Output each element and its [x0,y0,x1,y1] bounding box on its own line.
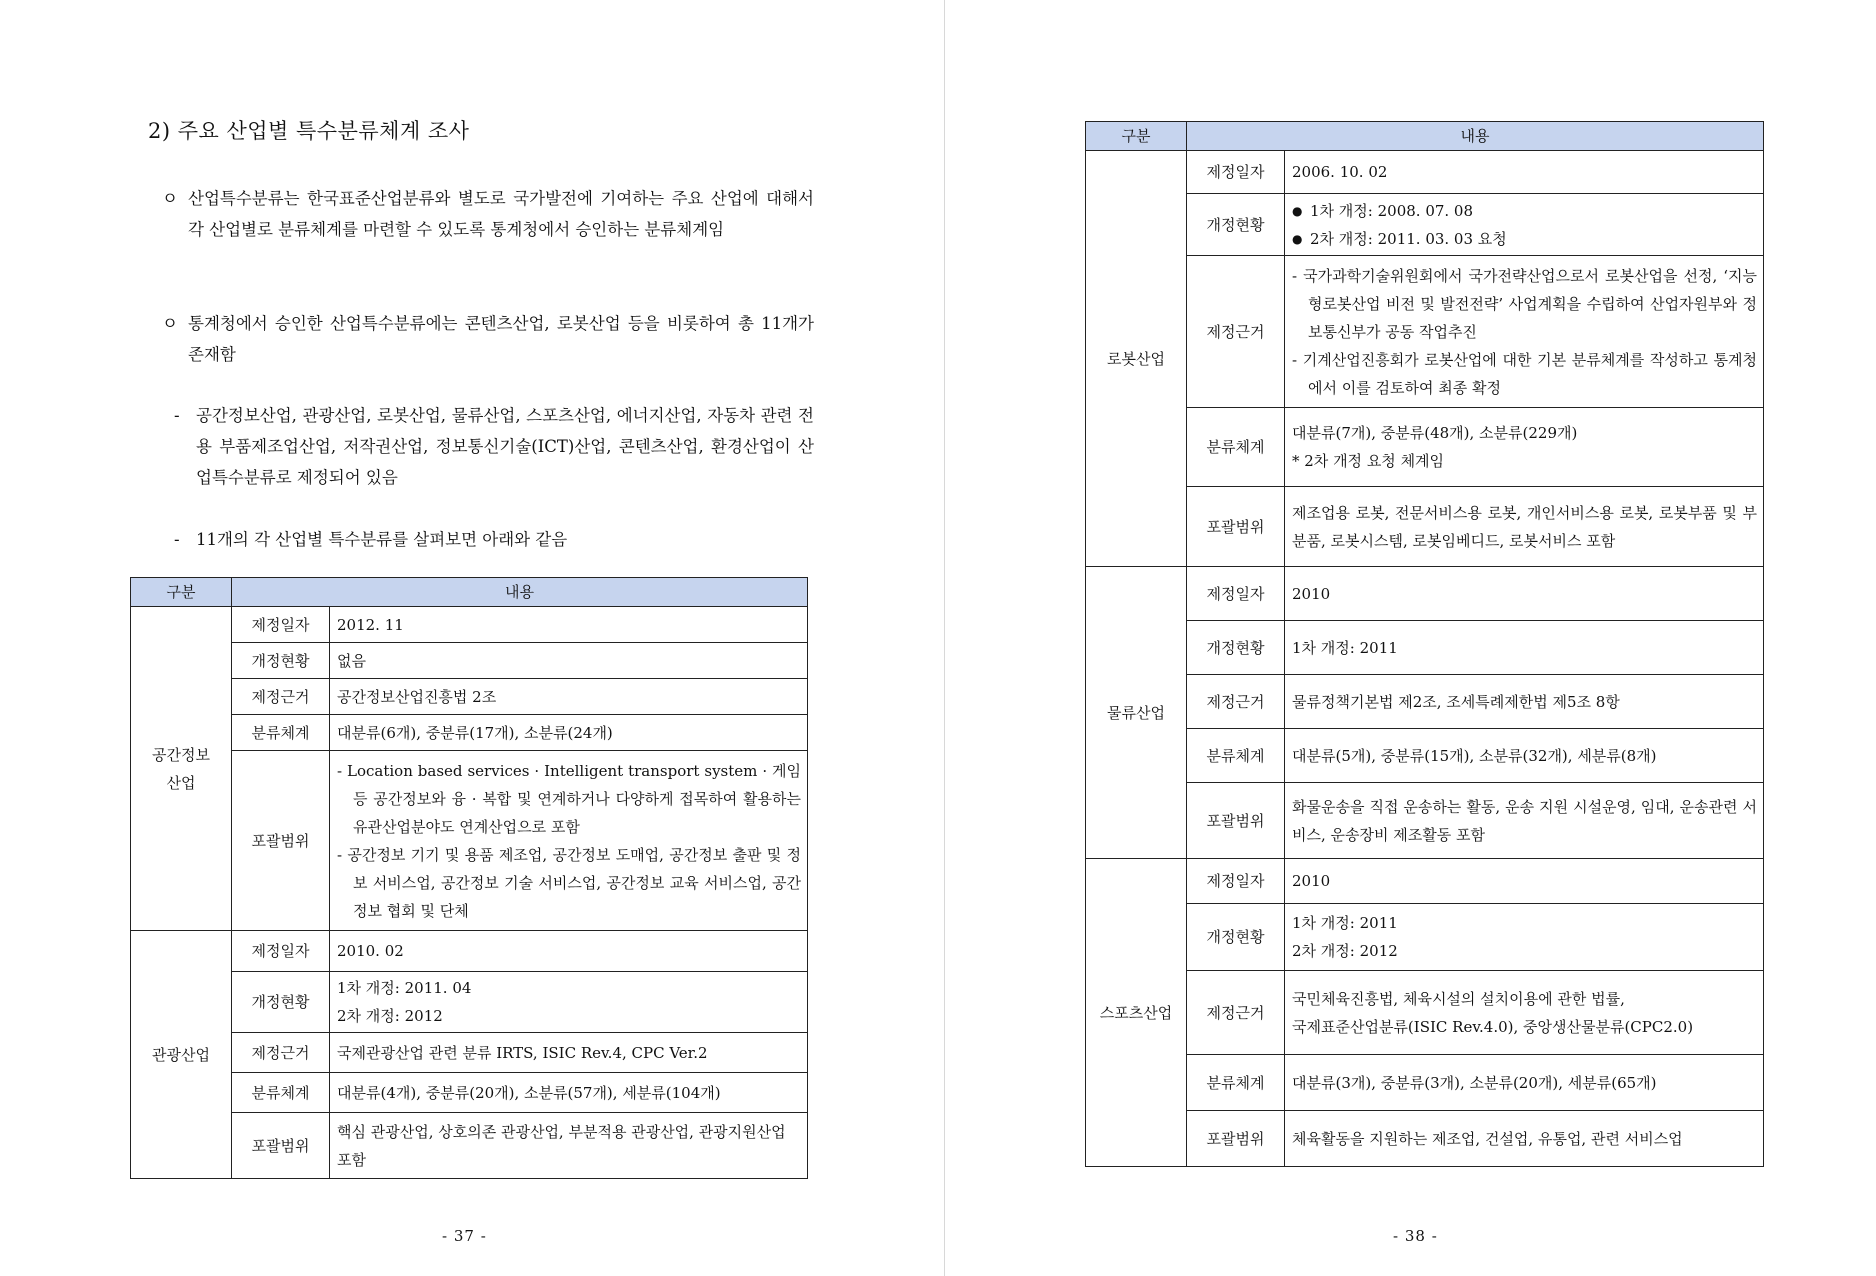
table-row [1086,1111,1764,1167]
geospatial-scope-1: Location based services · Intelligent transport system · 게임 등 공간정보와 융 · 복합 및 연계하거나 다양하게 접목하여 활용하는 유관산업분야도 연계산업으로 포함 [347,761,802,836]
field-system: 분류체계 [1187,408,1285,487]
table-row [131,679,808,715]
field-scope: 포괄범위 [232,1113,330,1179]
table-row [131,1033,808,1073]
field-basis: 제정근거 [1187,256,1285,408]
table-row [1086,675,1764,729]
paragraph-2-text: 통계청에서 승인한 산업특수분류에는 콘텐츠산업, 로봇산업 등을 비롯하여 총 11개가 존재함 [188,314,814,364]
field-established: 제정일자 [1187,859,1285,904]
robot-established: 2006. 10. 02 [1285,151,1764,194]
field-revision: 개정현황 [1187,194,1285,256]
paragraph-2 [162,308,814,370]
header-category: 구분 [131,578,232,607]
table-row [1086,783,1764,859]
field-basis: 제정근거 [232,679,330,715]
geospatial-scope-2: 공간정보 기기 및 용품 제조업, 공간정보 도매업, 공간정보 출판 및 정보 서비스업, 공간정보 기술 서비스업, 공간정보 교육 서비스업, 공간정보 협회 및 단체 [347,845,802,920]
table-row [1086,256,1764,408]
industry-table-left [130,577,808,1179]
dash-marker: - [174,530,180,549]
category-logistics: 물류산업 [1086,567,1187,859]
sports-revision [1285,904,1764,971]
industry-table-right [1085,121,1764,1167]
field-scope: 포괄범위 [1187,783,1285,859]
dash-marker: - [174,406,180,425]
table-row [1086,971,1764,1055]
field-system: 분류체계 [232,715,330,751]
dash-item-2-text: 11개의 각 산업별 특수분류를 살펴보면 아래와 같음 [196,530,568,549]
sports-basis-1: 국민체육진흥법, 체육시설의 설치이용에 관한 법률, [1292,989,1625,1008]
dash-item-2 [174,524,814,555]
field-revision: 개정현황 [1187,621,1285,675]
page-number: - 38 - [1393,1227,1438,1245]
sports-system: 대분류(3개), 중분류(3개), 소분류(20개), 세분류(65개) [1285,1055,1764,1111]
bullet-marker: ㅇ [162,314,178,333]
category-tourism: 관광산업 [131,931,232,1179]
logistics-revision: 1차 개정: 2011 [1285,621,1764,675]
table-row [131,751,808,931]
page-38 [945,0,1876,1276]
sports-basis-2: 국제표준산업분류(ISIC Rev.4.0), 중앙생산물분류(CPC2.0) [1292,1017,1694,1036]
tourism-basis: 국제관광산업 관련 분류 IRTS, ISIC Rev.4, CPC Ver.2 [330,1033,808,1073]
table-row [1086,621,1764,675]
tourism-established: 2010. 02 [330,931,808,972]
table-row [1086,408,1764,487]
table-row [1086,567,1764,621]
robot-basis: - 국가과학기술위원회에서 국가전략산업으로서 로봇산업을 선정, ‘지능형로봇산업 비전 및 발전전략’ 사업계획을 수립하여 산업자원부와 정보통신부가 공동 작업추진 - 기계산업진흥회가 로봇산업에 대한 기본 분류체계를 작성하고 통계청에서 이를 검토하여 최종 확정 [1285,256,1764,408]
tourism-scope: 핵심 관광산업, 상호의존 관광산업, 부분적용 관광산업, 관광지원산업 포함 [330,1113,808,1179]
logistics-established: 2010 [1285,567,1764,621]
geospatial-system: 대분류(6개), 중분류(17개), 소분류(24개) [330,715,808,751]
paragraph-1 [162,183,814,245]
robot-revision-2: ● 2차 개정: 2011. 03. 03 요청 [1292,225,1757,253]
field-system: 분류체계 [232,1073,330,1113]
category-sports: 스포츠산업 [1086,859,1187,1167]
table-row [131,1113,808,1179]
tourism-revision [330,972,808,1033]
geospatial-scope: - Location based services · Intelligent transport system · 게임 등 공간정보와 융 · 복합 및 연계하거나 다양하게 접목하여 활용하는 유관산업분야도 연계산업으로 포함 - 공간정보 기기 및 용품 제조업, 공간정보 도매업, 공간정보 출판 및 정보 서비스업, 공간정보 기술 서비스업, 공간정보 교육 서비스업, 공간정보 협회 및 단체 [330,751,808,931]
robot-system-main: 대분류(7개), 중분류(48개), 소분류(229개) [1292,424,1578,442]
field-basis: 제정근거 [232,1033,330,1073]
table-row [1086,194,1764,256]
table-row [1086,487,1764,567]
field-revision: 개정현황 [232,643,330,679]
sports-established: 2010 [1285,859,1764,904]
table-row [1086,859,1764,904]
table-row [131,643,808,679]
field-system: 분류체계 [1187,1055,1285,1111]
field-established: 제정일자 [232,607,330,643]
sports-revision-1: 1차 개정: 2011 [1292,914,1398,932]
field-revision: 개정현황 [232,972,330,1033]
field-established: 제정일자 [232,931,330,972]
robot-system [1285,408,1764,487]
table-row [131,972,808,1033]
section-title: 2) 주요 산업별 특수분류체계 조사 [148,119,470,143]
bullet-marker: ㅇ [162,189,178,208]
table-row [1086,729,1764,783]
robot-scope: 제조업용 로봇, 전문서비스용 로봇, 개인서비스용 로봇, 로봇부품 및 부분품, 로봇시스템, 로봇임베디드, 로봇서비스 포함 [1285,487,1764,567]
robot-revision [1285,194,1764,256]
field-basis: 제정근거 [1187,675,1285,729]
table-row [1086,151,1764,194]
field-system: 분류체계 [1187,729,1285,783]
geospatial-established: 2012. 11 [330,607,808,643]
tourism-system: 대분류(4개), 중분류(20개), 소분류(57개), 세분류(104개) [330,1073,808,1113]
field-basis: 제정근거 [1187,971,1285,1055]
table-row [131,931,808,972]
field-scope: 포괄범위 [232,751,330,931]
table-row [131,715,808,751]
sports-scope: 체육활동을 지원하는 제조업, 건설업, 유통업, 관련 서비스업 [1285,1111,1764,1167]
sports-revision-2: 2차 개정: 2012 [1292,942,1398,960]
tourism-revision-1: 1차 개정: 2011. 04 [337,979,472,997]
table-row [131,1073,808,1113]
paragraph-1-text: 산업특수분류는 한국표준산업분류와 별도로 국가발전에 기여하는 주요 산업에 대해서 각 산업별로 분류체계를 마련할 수 있도록 통계청에서 승인하는 분류체계임 [188,189,814,239]
geospatial-revision: 없음 [330,643,808,679]
table-row [1086,1055,1764,1111]
category-geospatial: 공간정보 산업 [131,607,232,931]
logistics-system: 대분류(5개), 중분류(15개), 소분류(32개), 세분류(8개) [1285,729,1764,783]
dash-item-1 [174,400,814,493]
logistics-basis: 물류정책기본법 제2조, 조세특례제한법 제5조 8항 [1285,675,1764,729]
header-category: 구분 [1086,122,1187,151]
field-established: 제정일자 [1187,567,1285,621]
robot-basis-1: 국가과학기술위원회에서 국가전략산업으로서 로봇산업을 선정, ‘지능형로봇산업 비전 및 발전전략’ 사업계획을 수립하여 산업자원부와 정보통신부가 공동 작업추진 [1303,266,1758,341]
field-revision: 개정현황 [1187,904,1285,971]
page-number: - 37 - [442,1227,487,1245]
field-established: 제정일자 [1187,151,1285,194]
header-content: 내용 [232,578,808,607]
tourism-revision-2: 2차 개정: 2012 [337,1007,443,1025]
dash-item-1-text: 공간정보산업, 관광산업, 로봇산업, 물류산업, 스포츠산업, 에너지산업, 자동차 관련 전용 부품제조업산업, 저작권산업, 정보통신기술(ICT)산업, 콘텐츠산업, 환경산업이 산업특수분류로 제정되어 있음 [196,406,814,487]
field-scope: 포괄범위 [1187,487,1285,567]
geospatial-basis: 공간정보산업진흥법 2조 [330,679,808,715]
table-row [131,607,808,643]
category-robot: 로봇산업 [1086,151,1187,567]
logistics-scope: 화물운송을 직접 운송하는 활동, 운송 지원 시설운영, 임대, 운송관련 서비스, 운송장비 제조활동 포함 [1285,783,1764,859]
field-scope: 포괄범위 [1187,1111,1285,1167]
robot-system-note: * 2차 개정 요청 체계임 [1292,452,1445,470]
sports-basis [1285,971,1764,1055]
header-content: 내용 [1187,122,1764,151]
table-row [1086,904,1764,971]
robot-revision-1: ● 1차 개정: 2008. 07. 08 [1292,197,1757,225]
robot-basis-2: 기계산업진흥회가 로봇산업에 대한 기본 분류체계를 작성하고 통계청에서 이를 검토하여 최종 확정 [1302,350,1758,397]
